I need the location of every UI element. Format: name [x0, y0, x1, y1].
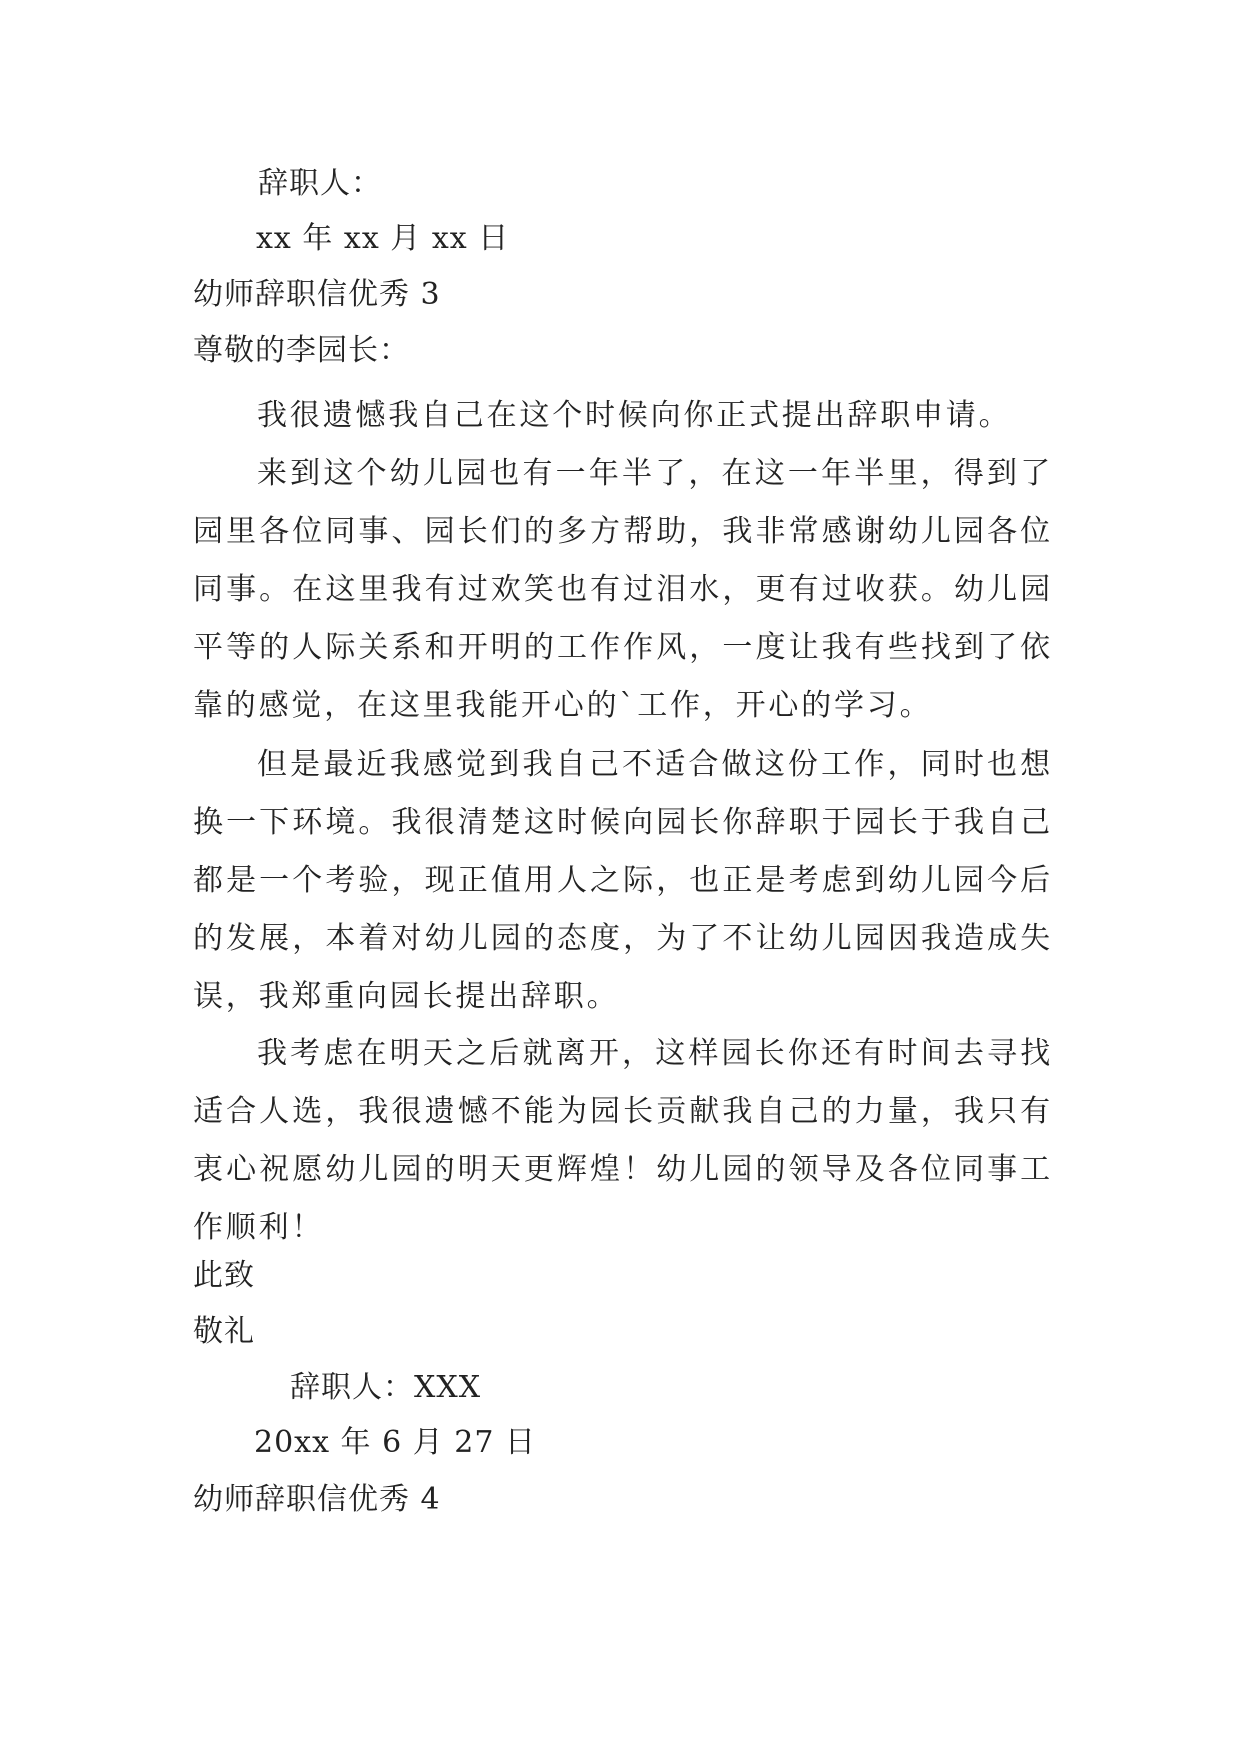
salutation: 尊敬的李园长： — [193, 333, 410, 368]
body-paragraph: 但是最近我感觉到我自己不适合做这份工作，同时也想换一下环境。我很清楚这时候向园长你辞职于园长于我自己都是一个考验，现正值用人之际，也正是考虑到幼儿园今后的发展，本着对幼儿园的态度，为了不让幼儿园因我造成失误，我郑重向园长提出辞职。 — [193, 747, 1053, 1014]
body-paragraph: 我考虑在明天之后就离开，这样园长你还有时间去寻找适合人选，我很遗憾不能为园长贡献我自己的力量，我只有衷心祝愿幼儿园的明天更辉煌！幼儿园的领导及各位同事工作顺利！ — [193, 1036, 1053, 1245]
signature-label: 辞职人： — [258, 166, 382, 201]
signature-name: 辞职人：XXX — [290, 1370, 482, 1405]
section-heading: 幼师辞职信优秀 3 — [193, 277, 441, 312]
date-line: xx 年 xx 月 xx 日 — [256, 221, 510, 256]
body-paragraph: 我很遗憾我自己在这个时候向你正式提出辞职申请。 — [257, 398, 1012, 433]
closing-line: 敬礼 — [193, 1314, 255, 1349]
date-line: 20xx 年 6 月 27 日 — [254, 1425, 536, 1460]
section-heading: 幼师辞职信优秀 4 — [193, 1482, 441, 1517]
body-paragraph: 来到这个幼儿园也有一年半了，在这一年半里，得到了园里各位同事、园长们的多方帮助，我非常感谢幼儿园各位同事。在这里我有过欢笑也有过泪水，更有过收获。幼儿园平等的人际关系和开明的工作作风，一度让我有些找到了依靠的感觉，在这里我能开心的`工作，开心的学习。 — [193, 456, 1053, 723]
closing-line: 此致 — [193, 1258, 255, 1293]
